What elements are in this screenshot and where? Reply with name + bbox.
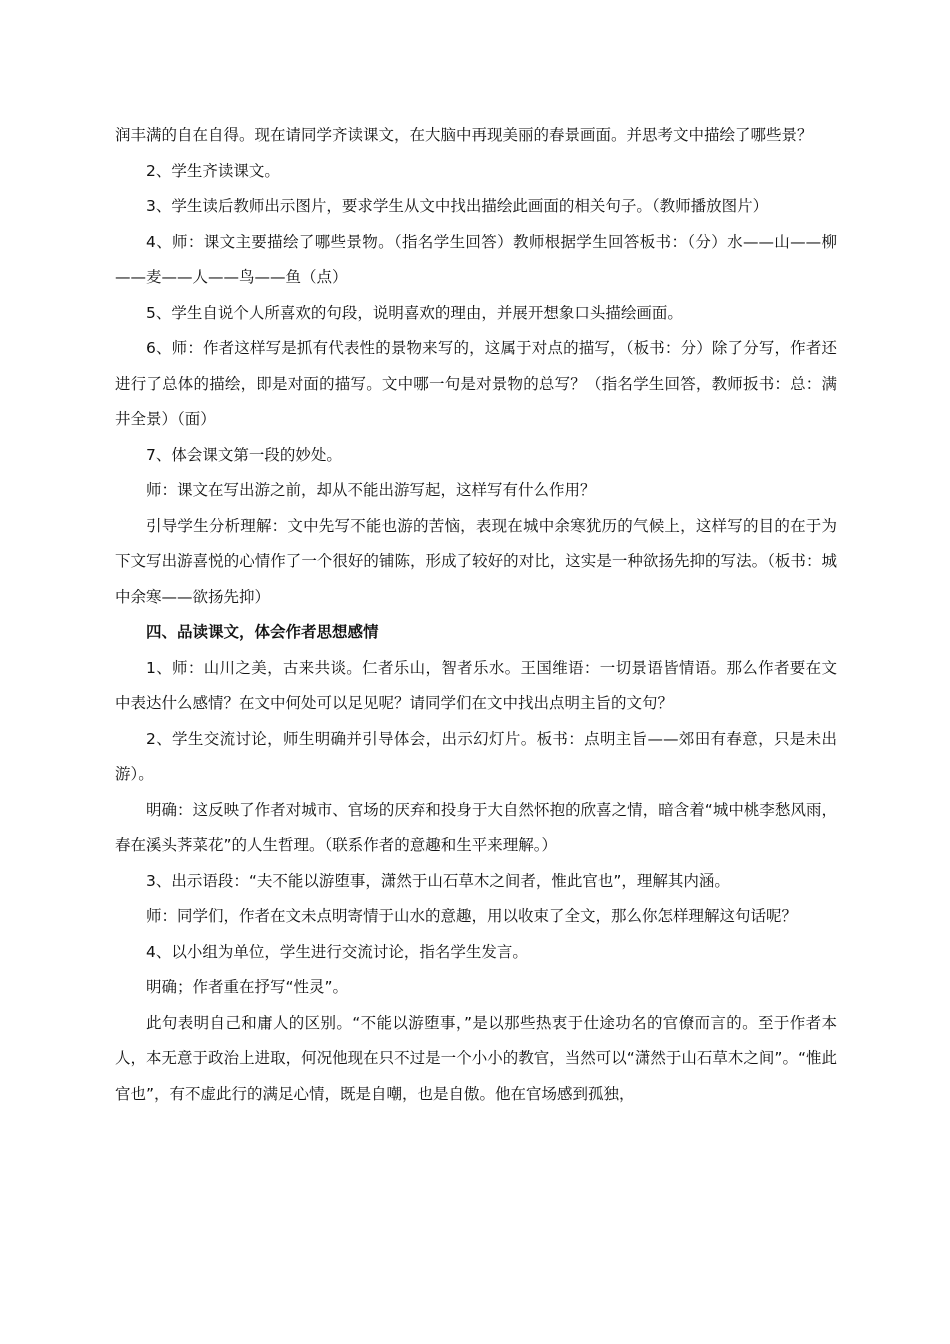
paragraph-2: 2、学生齐读课文。 <box>146 161 280 180</box>
paragraph-13: 明确：这反映了作者对城市、官场的厌弃和投身于大自然怀抱的欣喜之情，暗含着“城中桃李愁风雨，春在溪头荠菜花”的人生哲理。（联系作者的意趣和生平来理解。） <box>115 800 837 854</box>
paragraph-17: 明确；作者重在抒写“性灵”。 <box>146 978 349 996</box>
paragraph-1: 润丰满的自在自得。现在请同学齐读课文，在大脑中再现美丽的春景画面。并思考文中描绘了哪些景？ <box>115 126 813 144</box>
section-heading: 四、品读课文，体会作者思想感情 <box>146 623 379 641</box>
paragraph-8: 师：课文在写出游之前，却从不能出游写起，这样写有什么作用？ <box>146 481 596 499</box>
paragraph-15: 师：同学们，作者在文未点明寄情于山水的意趣，用以收束了全文，那么你怎样理解这句话呢？ <box>146 907 798 925</box>
document-body <box>115 118 837 1112</box>
paragraph-12: 2、学生交流讨论，师生明确并引导体会，出示幻灯片。板书：点明主旨——郊田有春意，只是未出游）。 <box>115 729 837 783</box>
paragraph-14: 3、出示语段：“夫不能以游堕事，潇然于山石草木之间者，惟此官也”，理解其内涵。 <box>146 871 730 890</box>
paragraph-16: 4、以小组为单位，学生进行交流讨论，指名学生发言。 <box>146 942 528 961</box>
paragraph-11: 1、师：山川之美，古来共谈。仁者乐山，智者乐水。王国维语：一切景语皆情语。那么作者要在文中表达什么感情？在文中何处可以足见呢？请同学们在文中找出点明主旨的文句？ <box>115 658 837 712</box>
paragraph-4: 4、师：课文主要描绘了哪些景物。（指名学生回答）教师根据学生回答板书：（分）水——山——柳——麦——人——鸟——鱼（点） <box>115 232 837 286</box>
paragraph-5: 5、学生自说个人所喜欢的句段，说明喜欢的理由，并展开想象口头描绘画面。 <box>146 303 683 322</box>
paragraph-9: 引导学生分析理解：文中先写不能也游的苦恼，表现在城中余寒犹历的气候上，这样写的目的在于为下文写出游喜悦的心情作了一个很好的铺陈，形成了较好的对比，这实是一种欲扬先抑的写法。（板书：城中余寒——欲扬先抑） <box>115 516 837 606</box>
paragraph-18: 此句表明自己和庸人的区别。“不能以游堕事，”是以那些热衷于仕途功名的官僚而言的。至于作者本人，本无意于政治上进取，何况他现在只不过是一个小小的教官，当然可以“潇然于山石草木之间”。“惟此官也”，有不虚此行的满足心情，既是自嘲，也是自傲。他在官场感到孤独， <box>115 1013 837 1103</box>
paragraph-3: 3、学生读后教师出示图片，要求学生从文中找出描绘此画面的相关句子。（教师播放图片） <box>146 197 769 215</box>
paragraph-6: 6、师：作者这样写是抓有代表性的景物来写的，这属于对点的描写，（板书：分）除了分写，作者还进行了总体的描绘，即是对面的描写。文中哪一句是对景物的总写？（指名学生回答，教师扳书：总：满井全景）（面） <box>115 339 837 428</box>
paragraph-7: 7、体会课文第一段的妙处。 <box>146 445 342 464</box>
